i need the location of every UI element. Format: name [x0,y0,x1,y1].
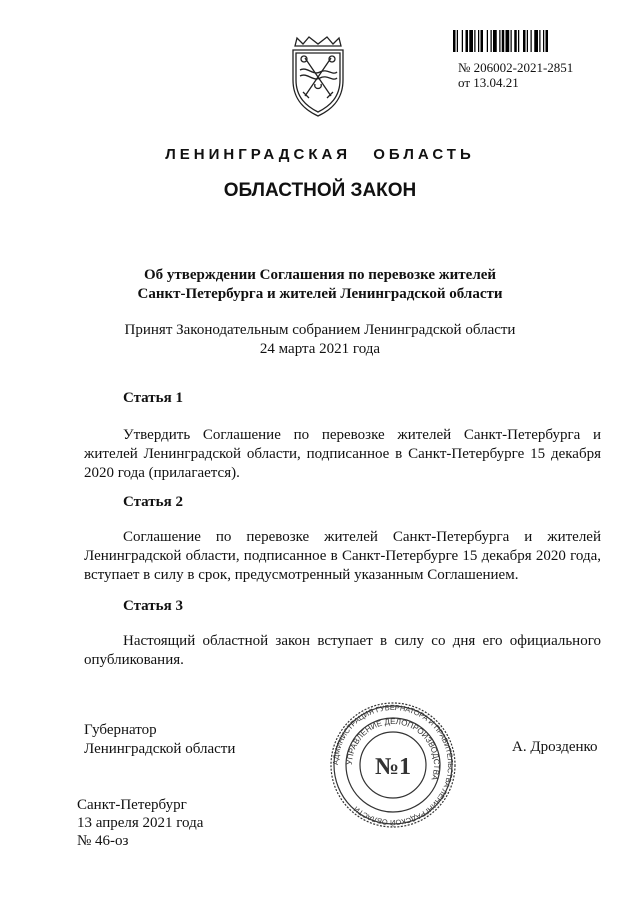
barcode-bar [502,30,505,52]
position-line: Губернатор [84,722,157,738]
barcode-bar [491,30,492,52]
adoption-line: Принят Законодательным собранием Ленинградской области [124,322,516,338]
barcode-bar [527,30,528,52]
barcode-bar [474,30,475,52]
barcode-bar [511,30,512,52]
registration-date: от 13.04.21 [458,75,519,90]
coat-of-arms-emblem [287,36,349,118]
place-and-date-block [77,796,203,850]
barcode-bar [546,30,549,52]
barcode-bar [543,30,544,52]
barcode-bar [506,30,510,52]
registration-number: № 206002-2021-2851 [458,60,574,75]
adoption-date: 24 марта 2021 года [259,341,381,357]
barcode-bar [534,30,538,52]
barcode-bar [457,30,458,52]
barcode-bar [453,30,456,52]
registration-stamp [458,60,573,90]
article-2-text: Соглашение по перевозке жителей Санкт-Петербурга и жителей Ленинградской области, подписанное в Санкт-Петербурге 15 декабря 2020 года, вступает в силу в срок, предусмотренный указанным Соглашением. [84,529,601,583]
barcode-bar [466,30,469,52]
article-2-heading: Статья 2 [123,494,183,510]
article-1-text: Утвердить Соглашение по перевозке жителей Санкт-Петербурга и жителей Ленинградской области, подписанное в Санкт-Петербурге 15 декабря 2020 года (прилагается). [84,427,601,481]
barcode-bar [539,30,540,52]
law-title [0,266,640,304]
barcode-bar [514,30,517,52]
barcode-bar [531,30,532,52]
signatory-name: А. Дрозденко [512,739,598,755]
signing-date: 13 апреля 2021 года [77,815,204,831]
region-title: ЛЕНИНГРАДСКАЯ ОБЛАСТЬ [165,146,475,163]
seal-inner-text: УПРАВЛЕНИЕ ДЕЛОПРОИЗВОДСТВА [344,716,442,782]
article-3-text: Настоящий областной закон вступает в силу со дня его официального опубликования. [84,633,601,668]
barcode-bar [481,30,484,52]
law-number: № 46-оз [77,833,129,849]
official-seal-stamp [328,700,458,830]
barcode-bar [462,30,463,52]
law-title-line: Об утверждении Соглашения по перевозке жителей [143,267,497,283]
barcode-bar [478,30,479,52]
barcode-bar [499,30,500,52]
barcode-bar [487,30,488,52]
article-1-heading: Статья 1 [123,390,183,406]
barcode-bar [493,30,497,52]
law-title-line: Санкт-Петербурга и жителей Ленинградской области [137,286,503,302]
seal-number: №1 [374,754,412,780]
position-line: Ленинградской области [84,741,236,757]
law-type-title: ОБЛАСТНОЙ ЗАКОН [223,180,417,201]
article-3-heading: Статья 3 [123,598,183,614]
barcode-image [452,30,580,52]
barcode-bar [518,30,519,52]
seal-outer-text: АДМИНИСТРАЦИЯ ГУБЕРНАТОРА И ПРАВИТЕЛЬСТВА ЛЕНИНГРАДСКОЙ ОБЛАСТИ [330,702,456,828]
city: Санкт-Петербург [77,797,187,813]
signatory-position [84,721,235,759]
barcode-bar [469,30,473,52]
barcode-bar [523,30,526,52]
adoption-note [0,321,640,359]
